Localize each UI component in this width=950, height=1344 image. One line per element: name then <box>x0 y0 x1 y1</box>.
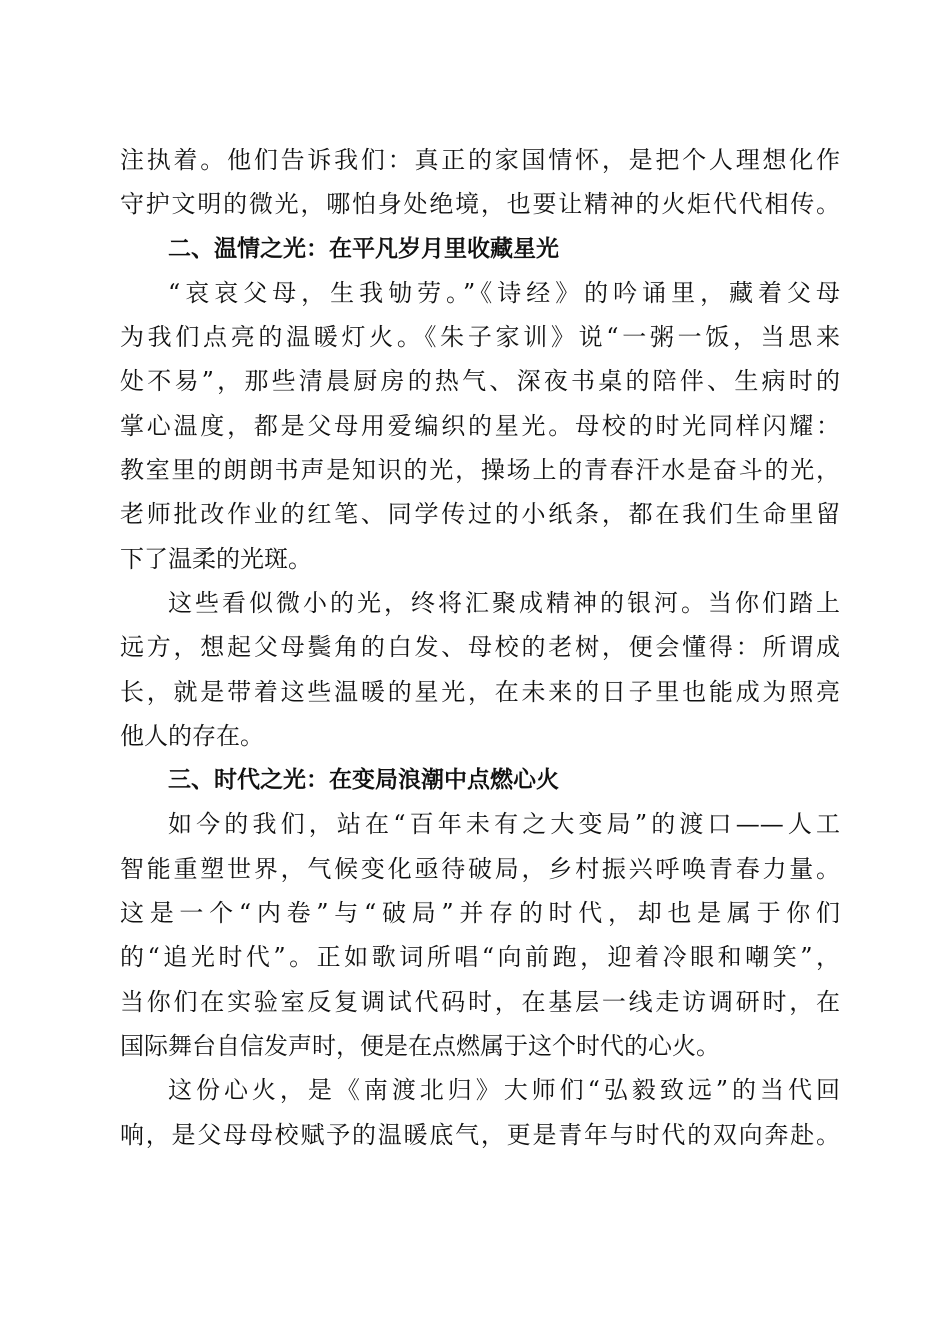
text-line: 长，就是带着这些温暖的星光，在未来的日子里也能成为照亮 <box>120 677 840 706</box>
text-line: 教室里的朗朗书声是知识的光，操场上的青春汗水是奋斗的光， <box>120 456 840 485</box>
text-line: 远方，想起父母鬓角的白发、母校的老树，便会懂得：所谓成 <box>120 633 840 662</box>
text-line: 当你们在实验室反复调试代码时，在基层一线走访调研时，在 <box>120 987 840 1016</box>
text-line: 注执着。他们告诉我们：真正的家国情怀，是把个人理想化作 <box>120 146 840 174</box>
text-line: 国际舞台自信发声时，便是在点燃属于这个时代的心火。 <box>120 1031 720 1060</box>
text-line: 处不易”，那些清晨厨房的热气、深夜书桌的陪伴、生病时的 <box>120 367 840 396</box>
section-heading-3: 三、时代之光：在变局浪潮中点燃心火 <box>168 767 559 794</box>
section-heading-2: 二、温情之光：在平凡岁月里收藏星光 <box>168 235 559 262</box>
text-line: 这些看似微小的光，终将汇聚成精神的银河。当你们踏上 <box>168 588 840 617</box>
text-line: 响，是父母母校赋予的温暖底气，更是青年与时代的双向奔赴。 <box>120 1120 840 1149</box>
text-line: 掌心温度，都是父母用爱编织的星光。母校的时光同样闪耀： <box>120 411 840 440</box>
text-line: 如今的我们，站在“百年未有之大变局”的渡口——人工 <box>168 810 840 839</box>
text-line: 智能重塑世界，气候变化亟待破局，乡村振兴呼唤青春力量。 <box>120 854 840 883</box>
document-body <box>120 138 840 1157</box>
text-line: 的“追光时代”。正如歌词所唱“向前跑，迎着冷眼和嘲笑”， <box>120 943 840 972</box>
text-line: 他人的存在。 <box>120 721 264 750</box>
text-line: 这是一个“内卷”与“破局”并存的时代，却也是属于你们 <box>120 899 840 928</box>
text-line: 为我们点亮的温暖灯火。《朱子家训》说“一粥一饭，当思来 <box>120 323 840 352</box>
text-line: 下了温柔的光斑。 <box>120 544 312 573</box>
text-line: 这份心火，是《南渡北归》大师们“弘毅致远”的当代回 <box>168 1076 840 1105</box>
text-line: 老师批改作业的红笔、同学传过的小纸条，都在我们生命里留 <box>120 500 840 529</box>
text-line: “哀哀父母，生我劬劳。”《诗经》的吟诵里，藏着父母 <box>168 278 840 307</box>
text-line: 守护文明的微光，哪怕身处绝境，也要让精神的火炬代代相传。 <box>120 190 840 219</box>
